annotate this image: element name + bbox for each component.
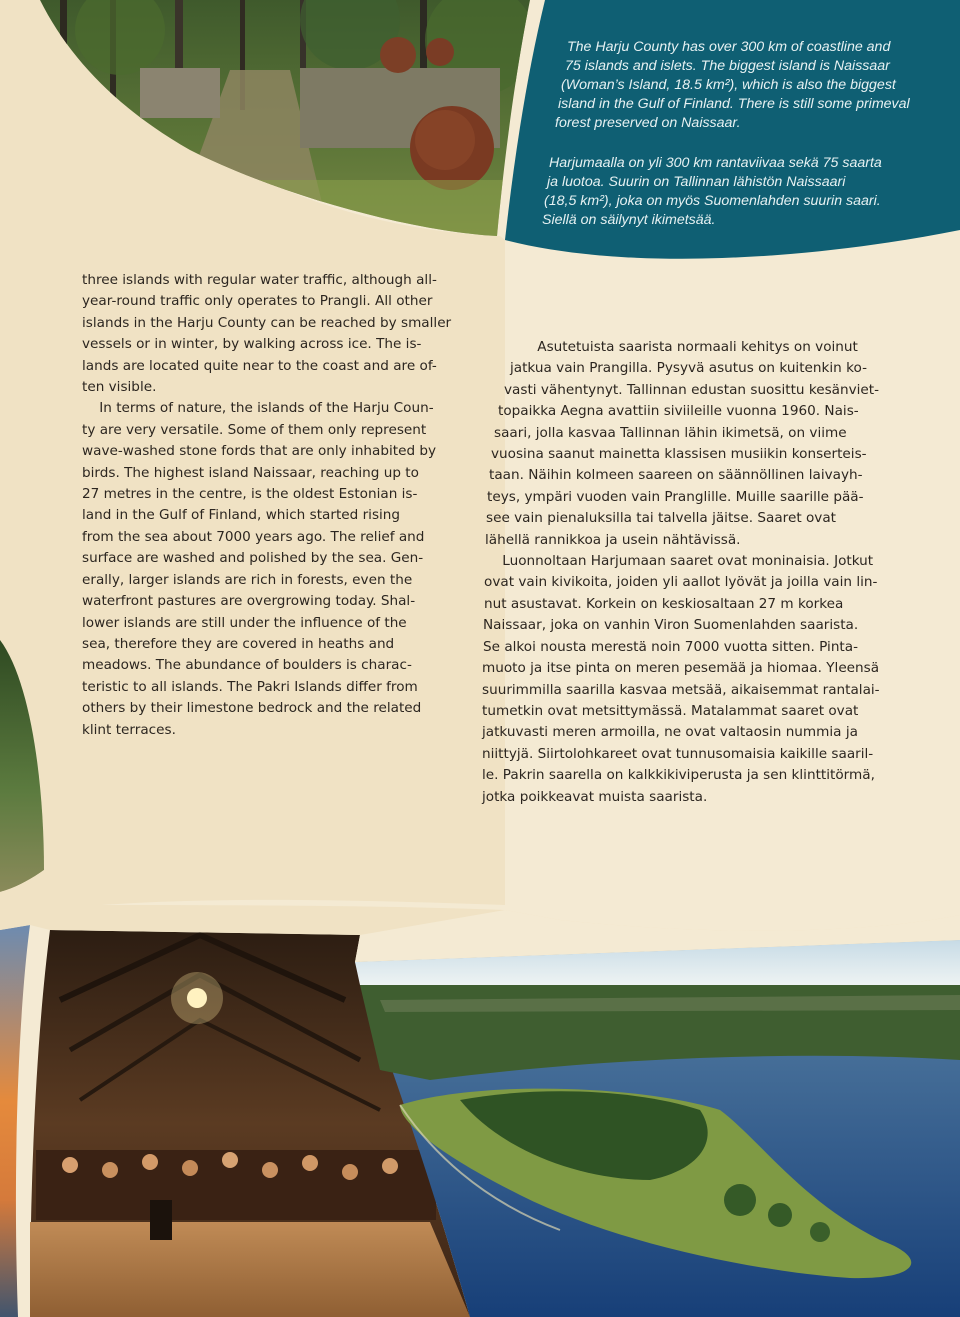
text-line: saari, jolla kasvaa Tallinnan lähin ikimetsä, on viime (494, 424, 847, 441)
caption-line: (18,5 km²), joka on myös Suomenlahden suurin saari. (544, 193, 881, 209)
text-line: year-round traffic only operates to Prangli. All other (82, 293, 433, 310)
text-line: suurimmilla saarilla kasvaa metsää, aikaisemmat rantalai- (482, 681, 880, 698)
text-line: meadows. The abundance of boulders is charac- (82, 657, 412, 674)
text-line: teristic to all islands. The Pakri Islands differ from (82, 678, 418, 695)
text-line: ten visible. (82, 379, 157, 396)
text-line: land in the Gulf of Finland, which started rising (82, 507, 401, 524)
text-line: birds. The highest island Naissaar, reaching up to (82, 464, 419, 481)
text-line: topaikka Aegna avattiin siviileille vuonna 1960. Nais- (498, 403, 859, 420)
text-line: Naissaar, joka on vanhin Viron Suomenlahden saarista. (483, 617, 859, 634)
text-line: jatkuvasti meren armoilla, ne ovat valtaosin nummia ja (482, 724, 858, 741)
text-line: tumetkin ovat metsittymässä. Matalammat saaret ovat (482, 702, 859, 719)
text-line: nut asustavat. Korkein on keskiosaltaan 27 m korkea (484, 595, 844, 612)
text-line: islands in the Harju County can be reached by smaller (82, 314, 452, 331)
text-line: taan. Näihin kolmeen saareen on säännöllinen laivayh- (489, 467, 863, 484)
body-text-english (82, 270, 451, 741)
text-line: others by their limestone bedrock and the related (82, 700, 422, 717)
text-line: vuosina saanut mainetta klassisen musiikin konserteis- (491, 446, 867, 463)
text-line: muoto ja itse pinta on meren pesemää ja hiomaa. Yleensä (482, 660, 880, 677)
text-line: surface are washed and polished by the sea. Gen- (82, 550, 424, 567)
text-line: ty are very versatile. Some of them only represent (82, 421, 427, 438)
text-line: klint terraces. (82, 721, 176, 738)
text-line: Luonnoltaan Harjumaan saaret ovat moninaisia. Jotkut (485, 553, 874, 570)
body-text-finnish (480, 337, 880, 808)
text-line: 27 metres in the centre, is the oldest Estonian is- (82, 486, 418, 503)
text-line: jotka poikkeavat muista saarista. (482, 788, 708, 805)
text-line: three islands with regular water traffic, although all- (82, 272, 437, 288)
text-line: niittyjä. Siirtolohkareet ovat tunnusomaisia kaikille saaril- (482, 745, 874, 762)
caption-line: (Woman’s Island, 18.5 km²), which is also the biggest (561, 77, 896, 93)
text-line: vessels or in winter, by walking across ice. The is- (82, 336, 422, 353)
caption-line: forest preserved on Naissaar. (555, 115, 741, 131)
text-line: erally, larger islands are rich in forests, even the (82, 571, 413, 588)
text-line: In terms of nature, the islands of the Harju Coun- (82, 400, 434, 417)
caption-line: The Harju County has over 300 km of coastline and (567, 39, 891, 55)
text-line: ovat vain kivikoita, joiden yli aallot lyövät ja joilla vain lin- (484, 574, 878, 591)
text-line: from the sea about 7000 years ago. The relief and (82, 528, 425, 545)
text-line: lands are located quite near to the coast and are of- (82, 357, 437, 374)
text-line: waterfront pastures are overgrowing today. Shal- (82, 593, 416, 610)
text-line: sea, therefore they are covered in heaths and (82, 635, 395, 652)
caption-line: Siellä on säilynyt ikimetsää. (542, 212, 716, 228)
text-line: wave-washed stone fords that are only inhabited by (82, 443, 437, 460)
text-line: Se alkoi nousta merestä noin 7000 vuotta sitten. Pinta- (483, 638, 859, 655)
caption-english (555, 38, 910, 133)
text-line: lower islands are still under the influence of the (82, 614, 407, 631)
text-line: jatkua vain Prangilla. Pysyvä asutus on kuitenkin ko- (510, 360, 867, 377)
text-line: Asutetuista saarista normaali kehitys on voinut (520, 339, 858, 355)
text-line: see vain pienaluksilla tai talvella jäitse. Saaret ovat (486, 510, 836, 527)
text-line: lähellä rannikkoa ja usein nähtävissä. (485, 531, 741, 548)
text-line: le. Pakrin saarella on kalkkikiviperusta ja sen klinttitörmä, (482, 767, 875, 784)
text-line: teys, ympäri vuoden vain Pranglille. Muille saarille pää- (487, 488, 864, 505)
text-line: vasti vähentynyt. Tallinnan edustan suosittu kesänviet- (504, 381, 880, 398)
caption-line: Harjumaalla on yli 300 km rantaviivaa sekä 75 saarta (549, 155, 882, 171)
caption-finnish (540, 154, 882, 230)
caption-line: ja luotoa. Suurin on Tallinnan lähistön Naissaari (547, 174, 846, 190)
caption-line: island in the Gulf of Finland. There is still some primeval (558, 96, 910, 112)
caption-line: 75 islands and islets. The biggest island is Naissaar (565, 58, 890, 74)
